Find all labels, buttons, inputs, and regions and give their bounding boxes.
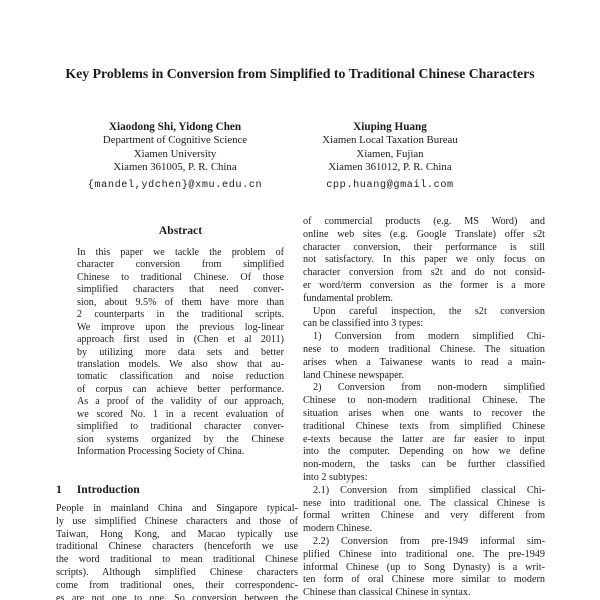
text-line: arises when a Taiwanese wants to read a main-: [303, 356, 545, 368]
author-affiliation: Department of Cognitive Science: [102, 134, 248, 146]
text-line: character conversion from s2t and do not consid-: [303, 267, 545, 279]
text-line: formal written Chinese and very different from: [303, 510, 545, 522]
text-line: approach first used in (Chen et al 2011): [77, 334, 284, 346]
author-affiliation: Xiamen Local Taxation Bureau: [322, 134, 458, 146]
text-line: of commercial products (e.g. MS Word) and: [303, 216, 545, 227]
text-line: nese to modern traditional Chinese. The situation: [303, 343, 545, 355]
text-line: come from traditional ones, their correspondenc-: [56, 579, 298, 591]
text-line: land Chinese newspaper.: [303, 369, 404, 381]
author-name: Xiuping Huang: [353, 121, 427, 133]
author-affiliation: Xiamen, Fujian: [356, 147, 424, 160]
text-line: Upon careful inspection, the s2t conversion: [313, 305, 545, 317]
text-line: Information Processing Society of China.: [77, 446, 245, 457]
text-line: the word traditional to mean traditional Chinese: [56, 554, 298, 566]
text-line: informal Chinese (up to Song Dynasty) is a writ-: [303, 561, 545, 573]
abstract-body: [77, 247, 284, 458]
text-line: As a proof of the validity of our approach,: [77, 396, 284, 408]
author-affiliation: Xiamen 361005, P. R. China: [113, 161, 237, 173]
text-line: can be classified into 3 types:: [303, 318, 424, 330]
text-line: 2.1) Conversion from simplified classical Chi-: [313, 484, 545, 496]
text-line: fundamental problem.: [303, 292, 393, 304]
abstract-section: [77, 224, 284, 458]
text-line: ten form of oral Chinese more similar to modern: [303, 574, 545, 586]
text-line: online web sites (e.g. Google Translate) offer s2t: [303, 228, 545, 240]
text-line: traditional Chinese texts from simplified Chinese: [303, 420, 545, 432]
text-line: character conversion from simplified: [77, 259, 284, 271]
author-affiliation: Xiamen 361012, P. R. China: [328, 161, 452, 173]
text-line: Taiwan, Hong Kong, and Macao typically use: [56, 528, 298, 540]
text-line: ly use simplified Chinese characters and those of: [56, 515, 298, 527]
right-column-body: [303, 216, 545, 600]
author-email: cpp.huang@gmail.com: [326, 179, 454, 191]
text-line: modern Chinese.: [303, 523, 373, 535]
author-block-right: [270, 120, 510, 192]
text-line: non-modern, the tasks can be further classified: [303, 459, 545, 471]
text-line: Chinese to non-modern traditional Chinese. The: [303, 395, 545, 407]
text-line: not satisfactory. In this paper we only focus on: [303, 254, 545, 266]
text-line: People in mainland China and Singapore typical-: [56, 503, 298, 514]
text-line: es are not one to one. So conversion between the: [56, 592, 298, 600]
section-heading-introduction: [56, 483, 140, 496]
text-line: 2.2) Conversion from pre-1949 informal sim-: [313, 535, 545, 547]
text-line: into 2 subtypes:: [303, 471, 368, 483]
text-line: traditional Chinese characters (henceforth we use: [56, 541, 298, 553]
section-title: Introduction: [76, 483, 140, 496]
text-line: we scored No. 1 in a recent evaluation of: [77, 408, 284, 420]
text-line: of corpus can achieve better performance.: [77, 383, 284, 395]
text-line: simplified to traditional character conver-: [77, 421, 284, 433]
introduction-body: [56, 503, 298, 600]
text-line: situation arises when one wants to recover the: [303, 407, 545, 419]
paper-title: Key Problems in Conversion from Simplified to Traditional Chinese Characters: [65, 66, 535, 81]
text-line: 1) Conversion from modern simplified Chi-: [313, 331, 545, 343]
text-line: In this paper we tackle the problem of: [77, 247, 284, 258]
text-line: nese into traditional one. The classical Chinese is: [303, 497, 545, 509]
text-line: into the computer. Depending on how we define: [303, 446, 545, 458]
author-name: Xiaodong Shi, Yidong Chen: [108, 121, 242, 133]
text-line: er word/term conversion as the former is a more: [303, 279, 545, 291]
text-line: scripts). Although simplified Chinese characters: [56, 566, 298, 578]
section-number: 1: [56, 483, 62, 496]
text-line: translation models. We also show that au-: [77, 358, 284, 370]
text-line: Chinese to traditional Chinese. Of those: [77, 271, 284, 283]
text-line: sion systems organized by the Chinese: [77, 433, 284, 445]
text-line: 2) Conversion from non-modern simplified: [313, 382, 545, 394]
author-email: {mandel,ydchen}@xmu.edu.cn: [87, 179, 263, 191]
text-line: character conversion, their performance is still: [303, 241, 545, 253]
author-block-left: [55, 120, 295, 192]
text-line: 2 counterparts in the traditional scripts.: [77, 309, 284, 321]
text-line: simplified characters that need conver-: [77, 284, 284, 296]
text-line: sion, about 9.5% of them have more than: [77, 296, 284, 308]
text-line: We improve upon the previous log-linear: [77, 321, 284, 333]
text-line: tomatic classification and noise reduction: [77, 371, 284, 383]
text-line: by utilizing more data sets and better: [77, 346, 284, 358]
text-line: plified Chinese into traditional one. The pre-1949: [303, 548, 545, 560]
author-affiliation: Xiamen University: [133, 147, 217, 160]
abstract-heading: Abstract: [158, 224, 203, 237]
text-line: Chinese than classical Chinese in syntax.: [303, 587, 471, 599]
text-line: e-texts because the latter are far easier to input: [303, 433, 545, 445]
